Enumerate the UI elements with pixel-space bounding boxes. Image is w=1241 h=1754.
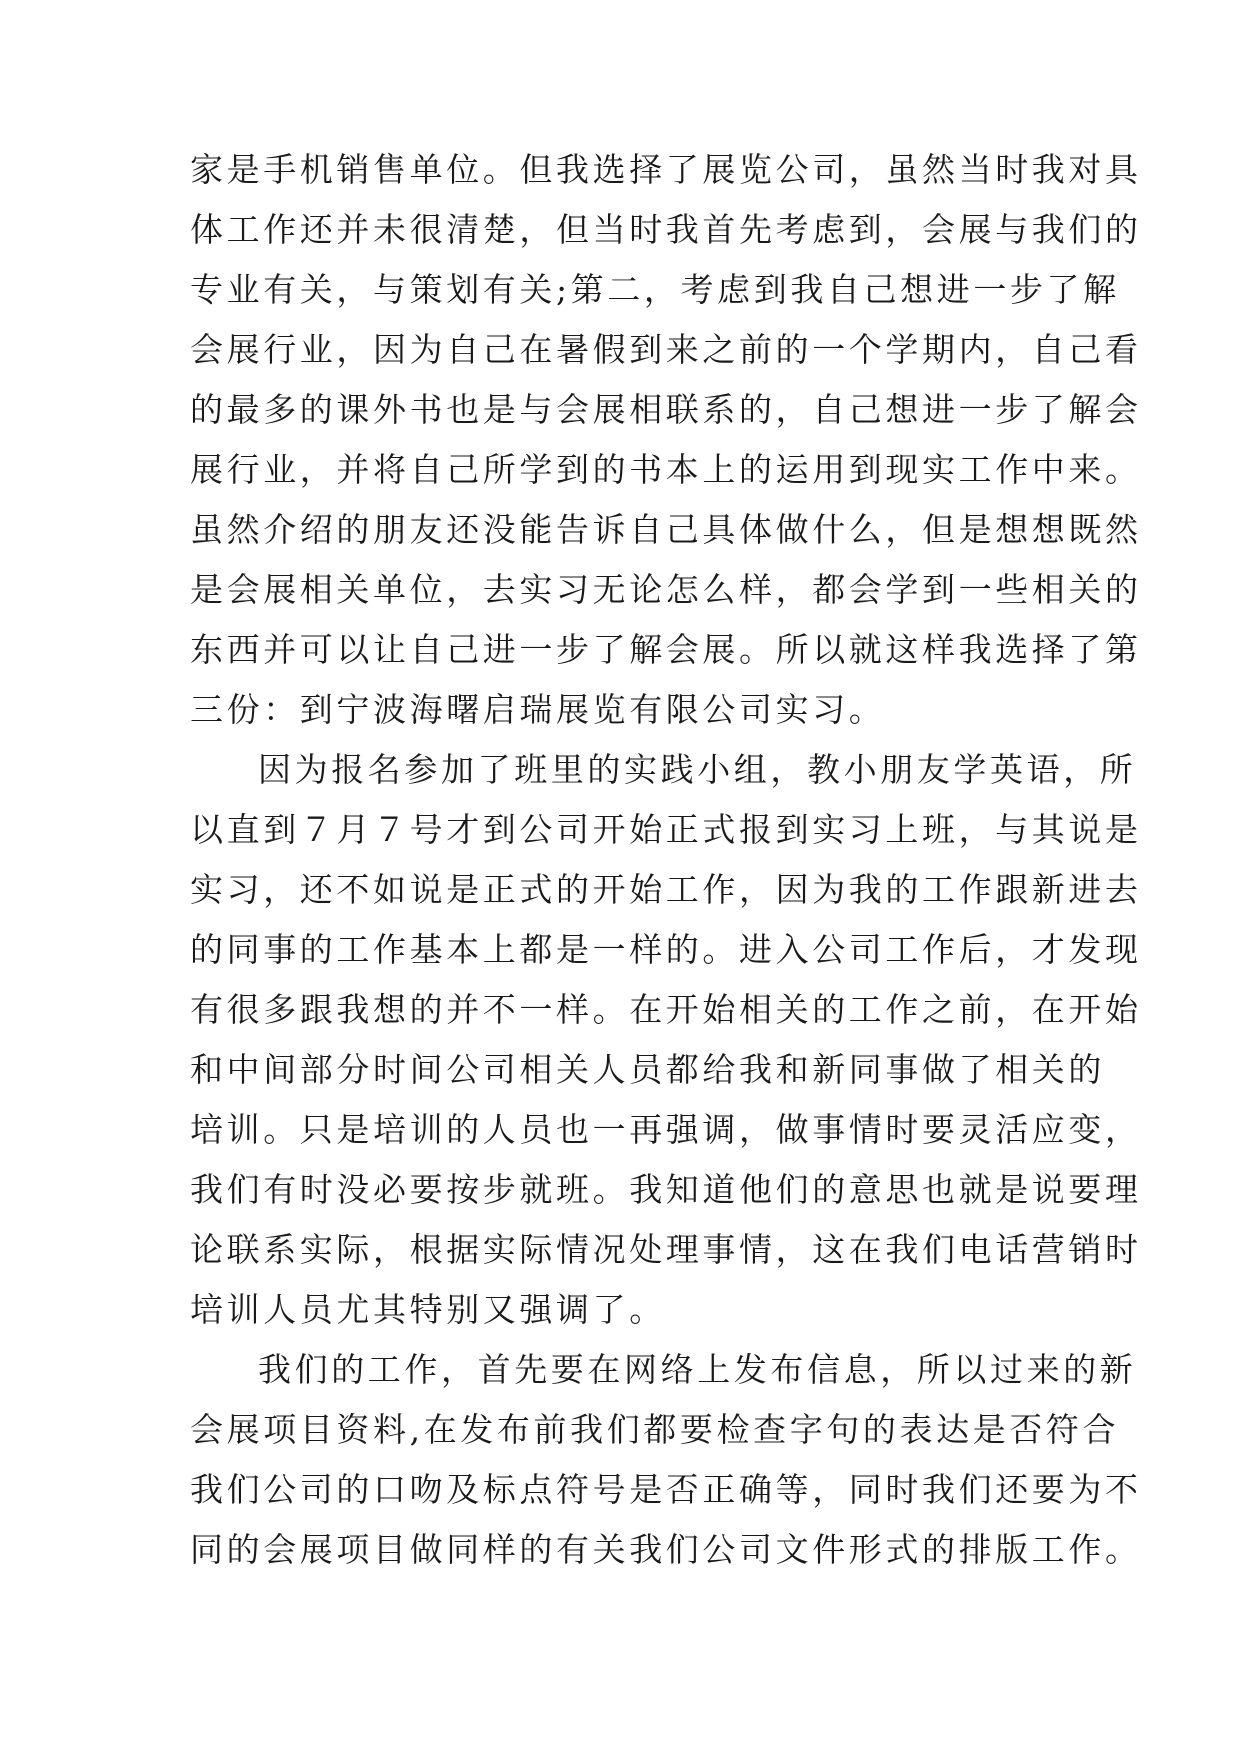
text-line: 东西并可以让自己进一步了解会展。所以就这样我选择了第 [190, 630, 1142, 669]
text-line: 和中间部分时间公司相关人员都给我和新同事做了相关的 [190, 1050, 1105, 1089]
text-line: 体工作还并未很清楚，但当时我首先考虑到，会展与我们的 [190, 210, 1142, 249]
text-line: 虽然介绍的朋友还没能告诉自己具体做什么，但是想想既然 [190, 510, 1142, 549]
text-line: 会展行业，因为自己在暑假到来之前的一个学期内，自己看 [190, 330, 1142, 369]
text-line: 同的会展项目做同样的有关我们公司文件形式的排版工作。 [190, 1530, 1142, 1569]
text-line: 是会展相关单位，去实习无论怎么样，都会学到一些相关的 [190, 570, 1142, 609]
text-line: 的同事的工作基本上都是一样的。进入公司工作后，才发现 [190, 930, 1142, 969]
text-line: 家是手机销售单位。但我选择了展览公司，虽然当时我对具 [190, 150, 1142, 189]
text-line: 我们公司的口吻及标点符号是否正确等，同时我们还要为不 [190, 1470, 1142, 1509]
text-line: 三份：到宁波海曙启瑞展览有限公司实习。 [190, 690, 886, 729]
paragraph-first-line: 我们的工作，首先要在网络上发布信息，所以过来的新 [258, 1350, 1137, 1389]
text-line: 展行业，并将自己所学到的书本上的运用到现实工作中来。 [190, 450, 1142, 489]
text-line: 会展项目资料,在发布前我们都要检查字句的表达是否符合 [190, 1410, 1120, 1449]
text-line: 的最多的课外书也是与会展相联系的，自己想进一步了解会 [190, 390, 1142, 429]
text-line: 有很多跟我想的并不一样。在开始相关的工作之前，在开始 [190, 990, 1142, 1029]
text-line: 以直到７月７号才到公司开始正式报到实习上班，与其说是 [190, 810, 1142, 849]
text-line: 实习，还不如说是正式的开始工作，因为我的工作跟新进去 [190, 870, 1142, 909]
text-line: 培训人员尤其特别又强调了。 [190, 1290, 666, 1329]
text-line: 我们有时没必要按步就班。我知道他们的意思也就是说要理 [190, 1170, 1142, 1209]
text-line: 论联系实际，根据实际情况处理事情，这在我们电话营销时 [190, 1230, 1142, 1269]
text-line: 培训。只是培训的人员也一再强调，做事情时要灵活应变， [190, 1110, 1142, 1149]
paragraph-first-line: 因为报名参加了班里的实践小组，教小朋友学英语，所 [258, 750, 1137, 789]
text-line: 专业有关，与策划有关;第二，考虑到我自己想进一步了解 [190, 270, 1120, 309]
